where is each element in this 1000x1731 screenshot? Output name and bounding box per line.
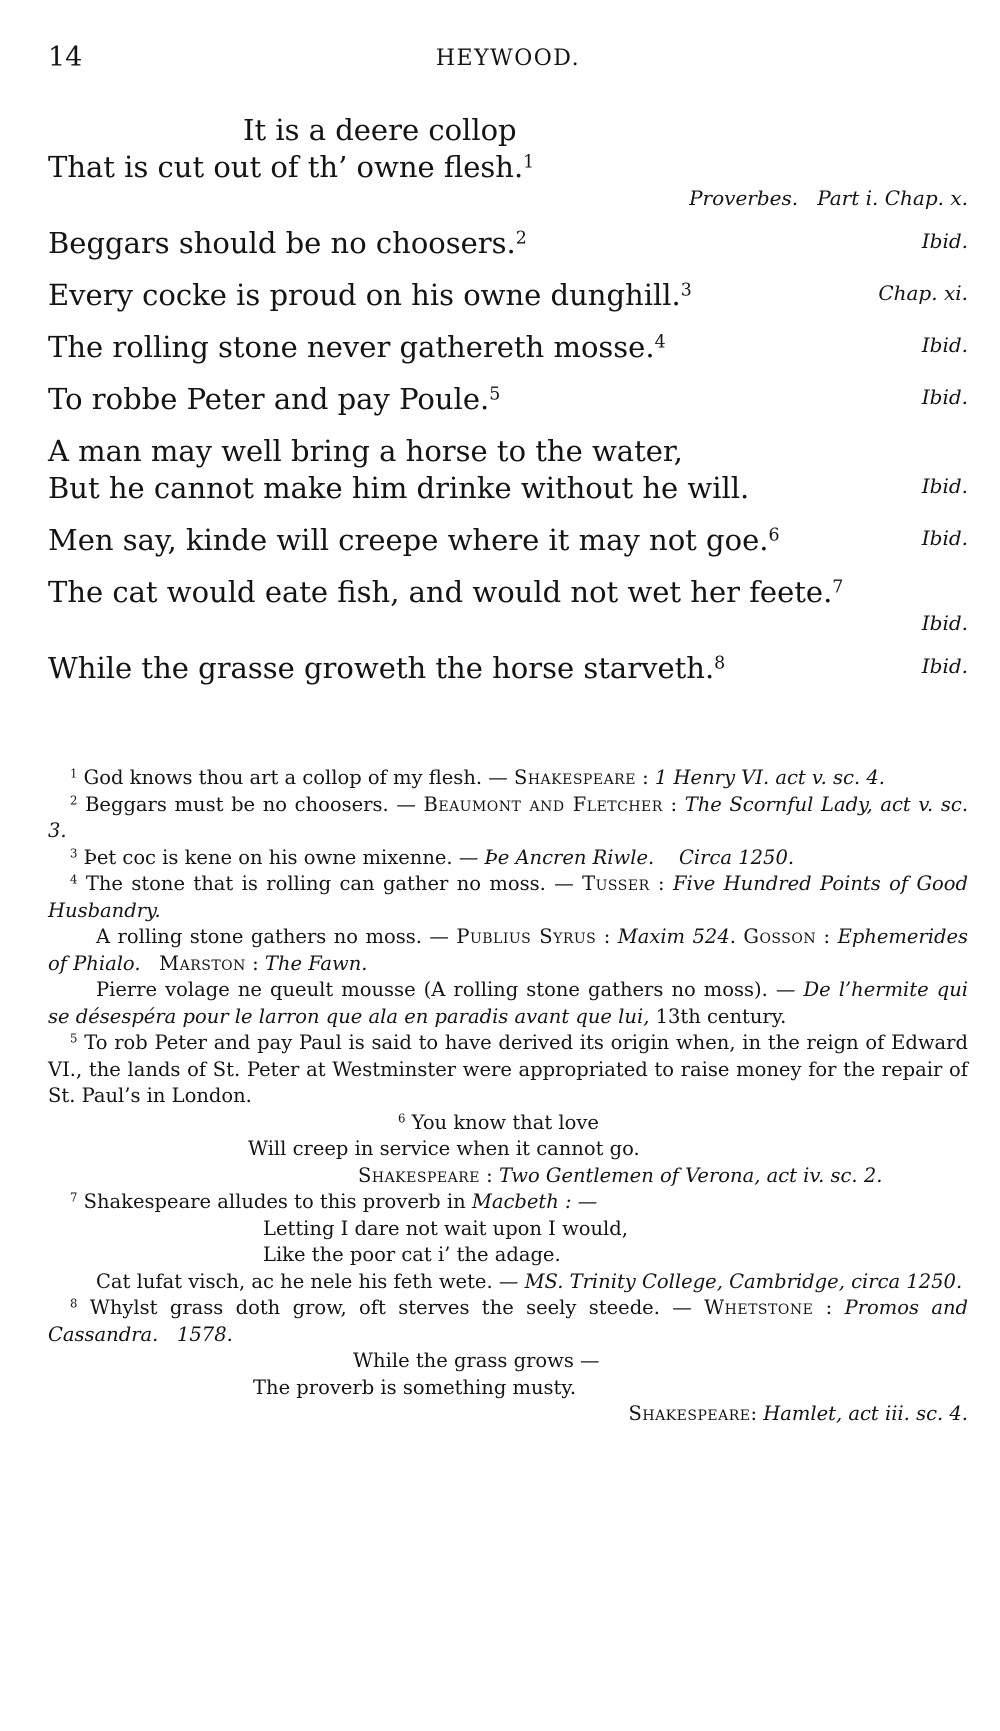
footnote-5: $^5$ To rob Peter and pay Paul is said to have derived its origin when, in the reign of Edward VI., the lands of St. Peter at Westminster were appropriated to raise money for the repair of St. Paul’s in London. bbox=[48, 1031, 968, 1107]
citation: Ibid. bbox=[921, 385, 968, 409]
proverb-list bbox=[48, 112, 968, 702]
note-ref: 4 bbox=[654, 332, 666, 353]
citation: Chap. xi. bbox=[878, 281, 968, 305]
footnote-4: $^4$ The stone that is rolling can gather no moss. — Tusser : Five Hundred Points of Good Husbandry. bbox=[48, 872, 968, 922]
note-ref: 3 bbox=[680, 280, 692, 301]
proverb-entry bbox=[48, 381, 968, 418]
note-ref: 1 bbox=[523, 152, 535, 173]
verse-line: That is cut out of th’ owne flesh.$^1$ bbox=[48, 150, 535, 184]
note-ref: 2 bbox=[515, 228, 527, 249]
verse-line: It is a deere collop bbox=[243, 113, 517, 147]
footnotes bbox=[48, 765, 968, 1428]
verse-line: A man may well bring a horse to the water, bbox=[48, 434, 683, 468]
verse-line: While the grasse groweth the horse starveth.$^8$ bbox=[48, 651, 726, 685]
verse-line: Every cocke is proud on his owne dunghill.$^3$ bbox=[48, 278, 692, 312]
citation: Ibid. bbox=[921, 654, 968, 678]
footnote-7-line: Like the poor cat i’ the adage. bbox=[263, 1243, 561, 1266]
footnote-2: $^2$ Beggars must be no choosers. — Beaumont and Fletcher : The Scornful Lady, act v. sc. 3. bbox=[48, 792, 969, 842]
footnote-7-line: Letting I dare not wait upon I would, bbox=[263, 1216, 628, 1240]
citation: Proverbes. Part i. Chap. x. bbox=[689, 186, 968, 210]
verse-line: The cat would eate fish, and would not wet her feete.$^7$ bbox=[48, 575, 844, 609]
footnote-8-line: While the grass grows — bbox=[353, 1349, 600, 1372]
citation: Ibid. bbox=[921, 474, 968, 498]
proverb-entry bbox=[48, 522, 968, 559]
footnote-4-para: Pierre volage ne queult mousse (A rolling stone gathers no moss). — De l’hermite qui se désespéra pour le larron que ala en paradis avant que lui, 13th century. bbox=[48, 978, 969, 1028]
note-ref: 7 bbox=[832, 577, 844, 598]
note-ref: 6 bbox=[768, 525, 780, 546]
proverb-entry bbox=[48, 225, 968, 262]
book-page bbox=[48, 0, 968, 1731]
verse-line: Beggars should be no choosers.$^2$ bbox=[48, 226, 527, 260]
verse-line: Men say, kinde will creepe where it may not goe.$^6$ bbox=[48, 523, 780, 557]
proverb-entry bbox=[48, 433, 968, 507]
footnote-8-source: Shakespeare: Hamlet, act iii. sc. 4. bbox=[628, 1402, 968, 1425]
footnote-8-line: The proverb is something musty. bbox=[253, 1375, 577, 1399]
footnote-7-para: Cat lufat visch, ac he nele his feth wete. — MS. Trinity College, Cambridge, circa 1250. bbox=[96, 1269, 963, 1293]
note-ref: 5 bbox=[489, 384, 501, 405]
proverb-entry bbox=[48, 574, 968, 635]
footnote-6-source: Shakespeare : Two Gentlemen of Verona, act iv. sc. 2. bbox=[358, 1163, 883, 1187]
proverb-entry bbox=[48, 329, 968, 366]
footnote-8: $^8$ Whylst grass doth grow, oft sterves the seely steede. — Whetstone : Promos and Cassandra. 1578. bbox=[48, 1296, 969, 1346]
footnote-3: $^3$ Þet coc is kene on his owne mixenne. — Þe Ancren Riwle. Circa 1250. bbox=[70, 845, 795, 869]
page-number: 14 bbox=[48, 42, 83, 73]
footnote-1: $^1$ God knows thou art a collop of my flesh. — Shakespeare : 1 Henry VI. act v. sc. 4. bbox=[70, 766, 885, 789]
running-title: HEYWOOD. bbox=[435, 46, 581, 71]
footnote-4-para: A rolling stone gathers no moss. — Publius Syrus : Maxim 524. Gosson : Ephemerides of Phialo. Marston : The Fawn. bbox=[48, 925, 969, 975]
citation: Ibid. bbox=[921, 526, 968, 550]
verse-line: But he cannot make him drinke without he will. bbox=[48, 471, 750, 505]
citation: Ibid. bbox=[921, 611, 968, 635]
citation: Ibid. bbox=[921, 229, 968, 253]
footnote-6: $^6$ You know that love bbox=[398, 1110, 599, 1134]
citation: Ibid. bbox=[921, 333, 968, 357]
proverb-entry bbox=[48, 650, 968, 687]
proverb-entry bbox=[48, 277, 968, 314]
running-header bbox=[48, 42, 968, 78]
verse-line: The rolling stone never gathereth mosse.$^4$ bbox=[48, 330, 666, 364]
footnote-6-line: Will creep in service when it cannot go. bbox=[248, 1137, 640, 1160]
proverb-entry bbox=[48, 112, 968, 210]
verse-line: To robbe Peter and pay Poule.$^5$ bbox=[48, 382, 501, 416]
footnote-7: $^7$ Shakespeare alludes to this proverb in Macbeth : — bbox=[70, 1190, 598, 1213]
note-ref: 8 bbox=[714, 653, 726, 674]
